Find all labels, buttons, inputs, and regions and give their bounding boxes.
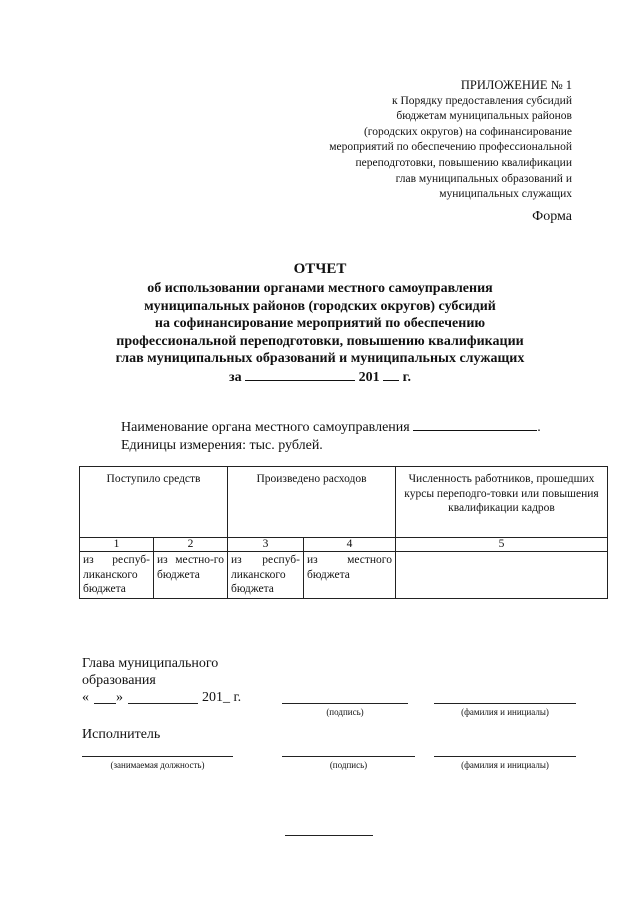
- day-field[interactable]: [94, 703, 116, 704]
- period-suffix: г.: [402, 369, 411, 385]
- footer-divider: [285, 835, 373, 836]
- appendix-header: [329, 78, 572, 203]
- month-field[interactable]: [128, 703, 198, 704]
- table-cell[interactable]: из местно-го бюджета: [154, 552, 228, 599]
- period-prefix: за: [229, 369, 242, 385]
- table-number-row: [80, 538, 608, 552]
- appendix-line: к Порядку предоставления субсидий: [392, 94, 572, 107]
- table-cell[interactable]: [396, 552, 608, 599]
- date-close-quote: »: [116, 690, 123, 705]
- header-expenses: Произведено расходов: [228, 467, 396, 538]
- report-title-line: глав муниципальных образований и муниципальных служащих: [115, 351, 525, 367]
- appendix-line: бюджетам муниципальных районов: [396, 110, 572, 123]
- head-label-line: Глава муниципального: [82, 656, 219, 671]
- table-cell[interactable]: из местного бюджета: [304, 552, 396, 599]
- name-caption: (фамилия и инициалы): [461, 760, 549, 770]
- period-blank-field[interactable]: [245, 368, 355, 381]
- table-cell[interactable]: из респуб-ликанского бюджета: [80, 552, 154, 599]
- appendix-line: муниципальных служащих: [439, 188, 572, 201]
- executor-label: Исполнитель: [82, 727, 161, 742]
- head-label-line: образования: [82, 673, 156, 688]
- report-title-line: профессиональной переподготовки, повышению квалификации: [116, 333, 524, 349]
- executor-name-field[interactable]: [434, 756, 576, 757]
- column-number: 2: [154, 538, 228, 552]
- table-cell[interactable]: из респуб-ликанского бюджета: [228, 552, 304, 599]
- head-name-field[interactable]: [434, 703, 576, 704]
- column-number: 3: [228, 538, 304, 552]
- table-row: [80, 552, 608, 599]
- period-year: 201: [358, 369, 380, 385]
- org-name-label: Наименование органа местного самоуправления: [121, 420, 410, 435]
- appendix-line: (городских округов) на софинансирование: [363, 125, 572, 138]
- column-number: 5: [396, 538, 608, 552]
- position-caption: (занимаемая должность): [110, 760, 205, 770]
- report-title: [0, 259, 640, 387]
- column-number: 1: [80, 538, 154, 552]
- report-title-line: об использовании органами местного самоуправления: [147, 281, 493, 296]
- units-label: Единицы измерения: тыс. рублей.: [121, 438, 323, 453]
- header-staff-count: Численность работников, прошедших курсы переподго-товки или повышения квалификации кадров: [396, 467, 608, 538]
- report-title-line: муниципальных районов (городских округов) субсидий: [144, 298, 496, 314]
- report-title-main: ОТЧЕТ: [293, 261, 347, 277]
- appendix-line: мероприятий по обеспечению профессиональной: [329, 141, 572, 154]
- signature-caption: (подпись): [329, 760, 368, 770]
- appendix-line: глав муниципальных образований и: [395, 172, 572, 185]
- org-name-row: Наименование органа местного самоуправления .: [121, 420, 541, 435]
- report-period: [0, 368, 640, 387]
- report-title-line: на софинансирование мероприятий по обеспечению: [154, 316, 486, 332]
- report-info: [121, 418, 541, 455]
- org-name-field[interactable]: [413, 418, 537, 431]
- appendix-line: переподготовки, повышению квалификации: [355, 156, 572, 169]
- date-year: 201_ г.: [202, 690, 242, 705]
- head-label: [82, 655, 218, 689]
- head-signature-field[interactable]: [282, 703, 408, 704]
- column-number: 4: [304, 538, 396, 552]
- signature-caption: (подпись): [326, 707, 364, 717]
- executor-signature-field[interactable]: [282, 756, 415, 757]
- executor-position-field[interactable]: [82, 756, 233, 757]
- header-received: Поступило средств: [80, 467, 228, 538]
- date-open-quote: «: [82, 690, 89, 705]
- appendix-heading: ПРИЛОЖЕНИЕ № 1: [460, 78, 572, 92]
- date-row: [82, 689, 89, 706]
- table-header-row: [80, 467, 608, 538]
- form-label: Форма: [532, 209, 572, 224]
- year-blank-field[interactable]: [383, 368, 399, 381]
- report-table: [79, 466, 608, 599]
- name-caption: (фамилия и инициалы): [461, 707, 549, 717]
